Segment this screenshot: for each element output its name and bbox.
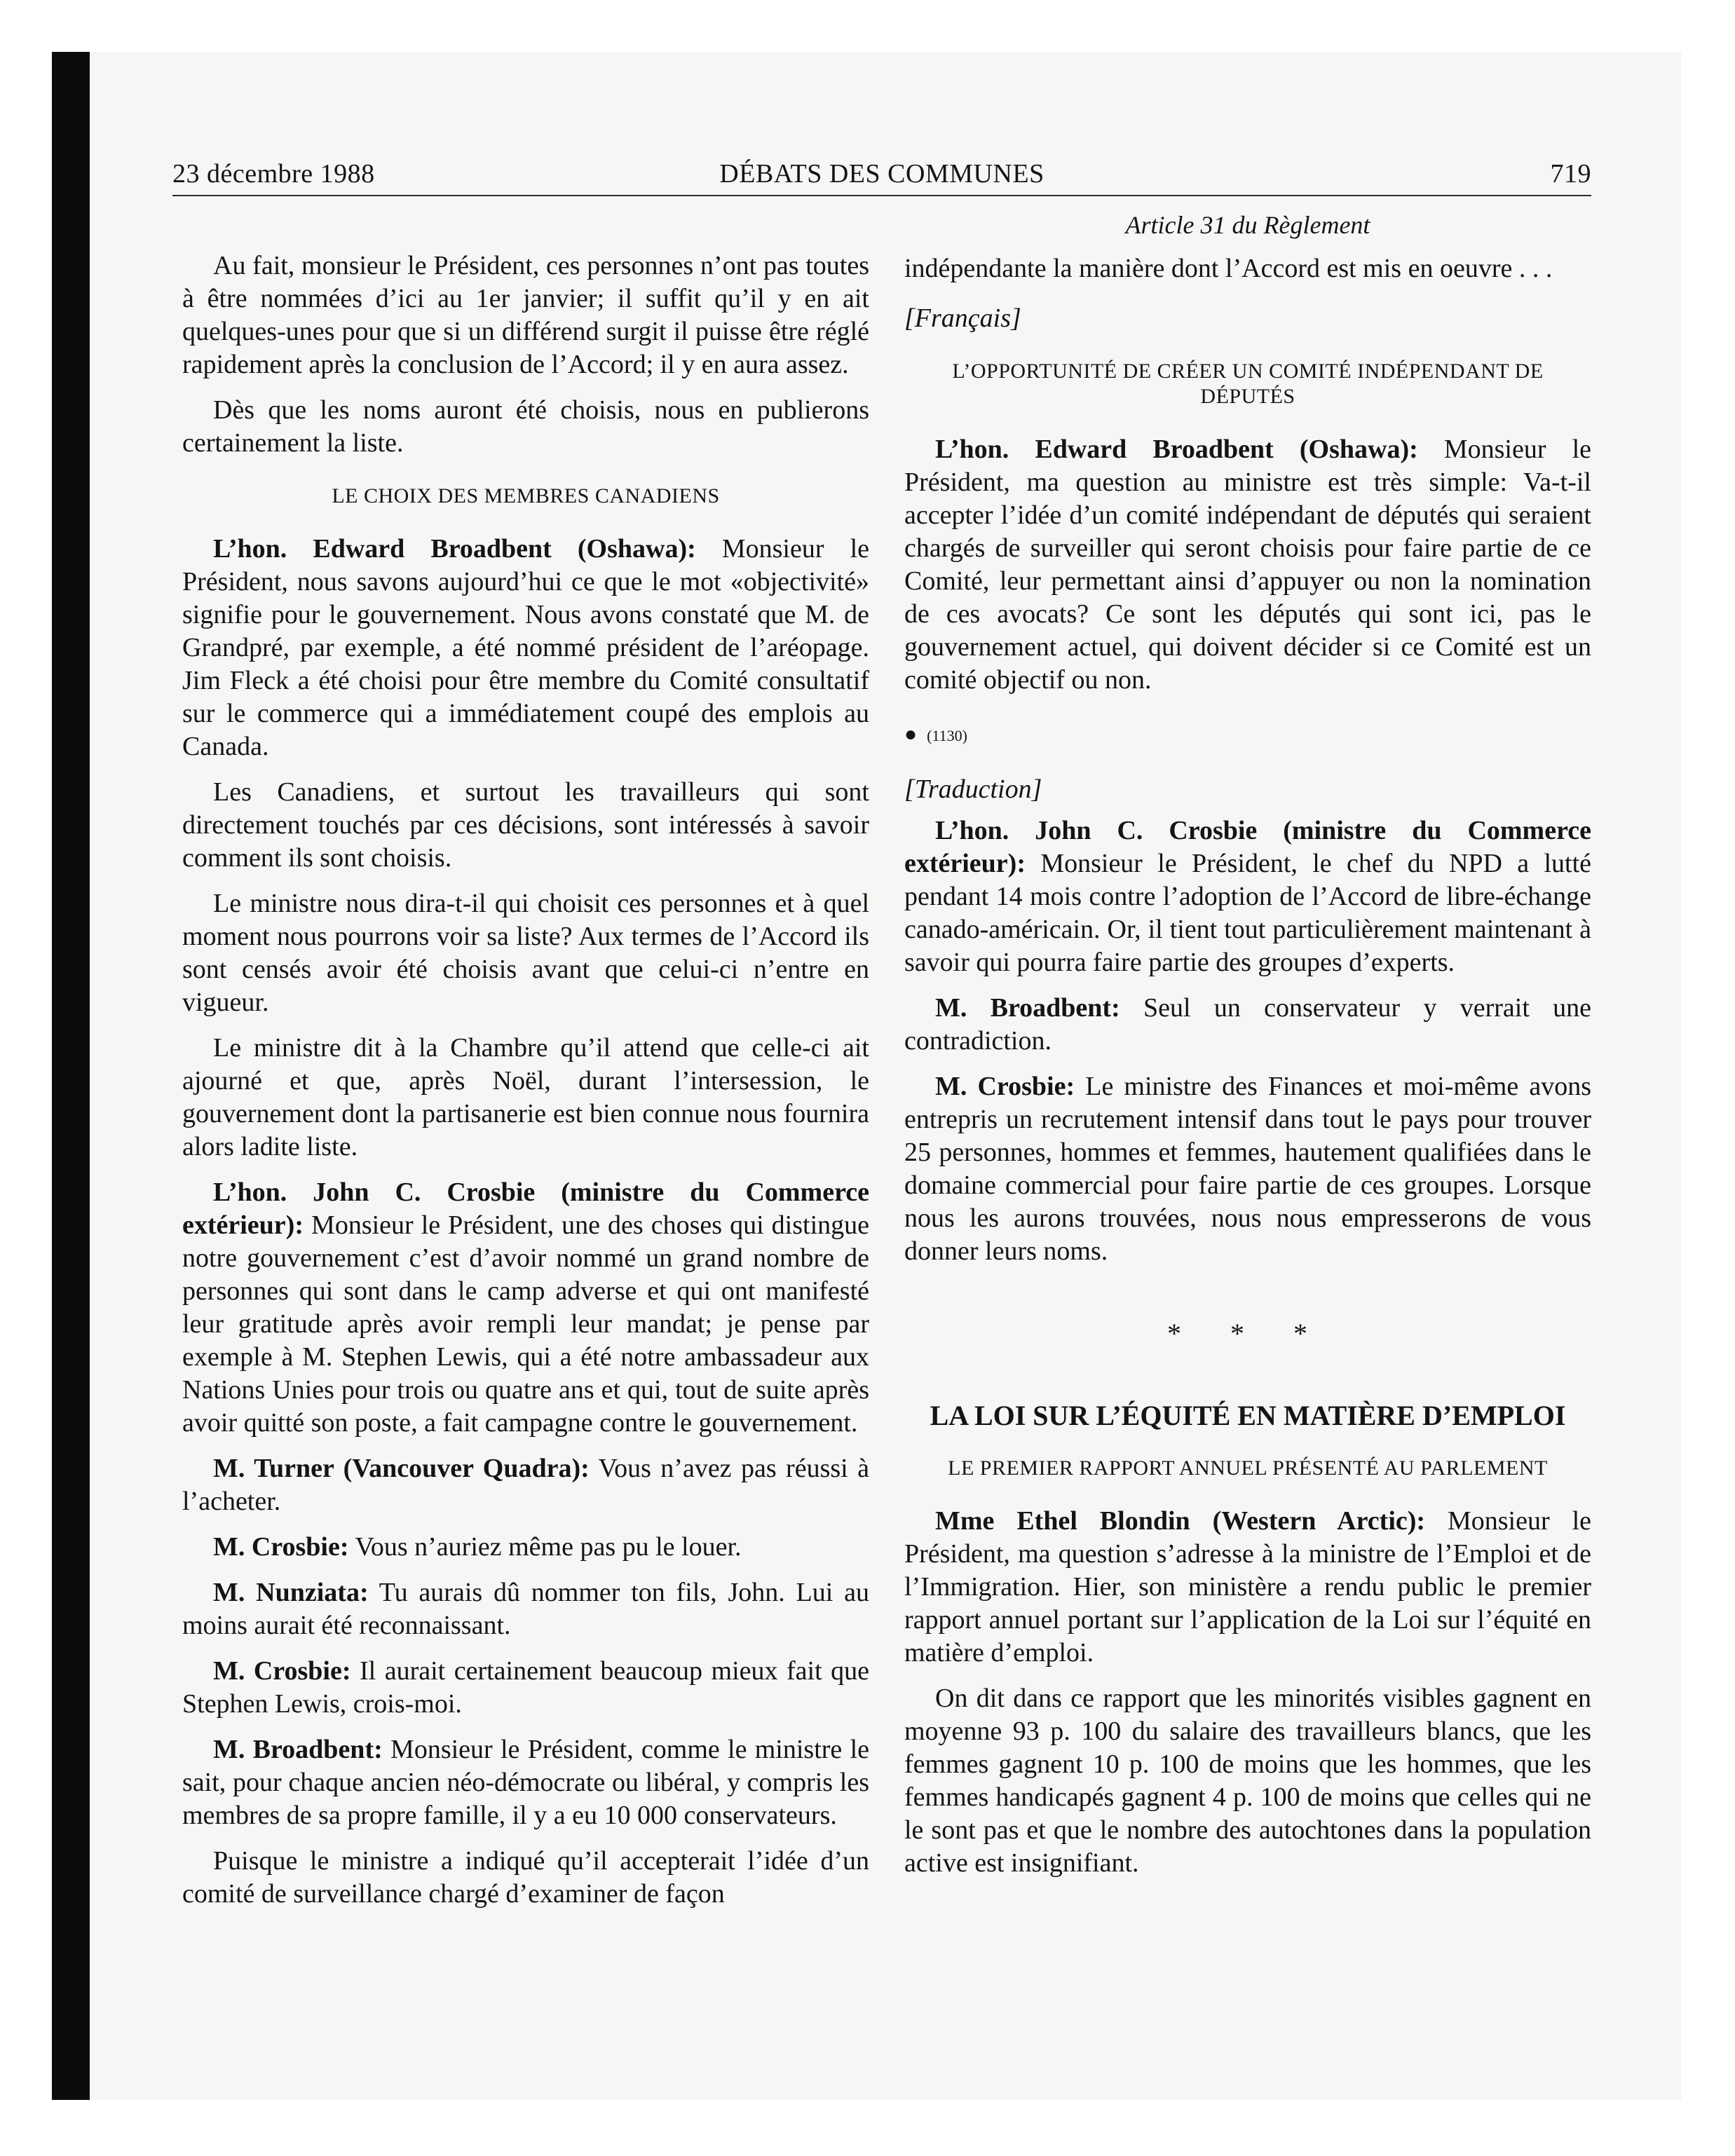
speech-text: Monsieur le Président, ma question s’adresse à la ministre de l’Emploi et de l’Immigration. Hier, son ministère a rendu public le premier rapport annuel portant sur l’application de la Loi sur l’équité en matière d’emploi. xyxy=(904,1506,1591,1667)
speaker-name: L’hon. John C. Crosbie (ministre du Commerce extérieur): xyxy=(182,1178,869,1240)
speech-text: Seul un conservateur y verrait une contradiction. xyxy=(904,993,1592,1056)
time-marker xyxy=(904,718,1591,752)
speech xyxy=(904,1070,1591,1268)
right-column xyxy=(904,252,1591,1892)
scan-margin xyxy=(0,0,52,2156)
speech-text: Monsieur le Président, ma question au ministre est très simple: Va-t-il accepter l’idée d’un comité indépendant de députés qui seraient chargés de surveiller qui seront choisis pour faire partie de ce Comité, leur permettant ainsi d’appuyer ou non la nomination de ces avocats? Ce sont les députés qui sont ici, pas le gouvernement actuel, qui doivent décider si ce Comité est un comité objectif ou non. xyxy=(904,435,1591,695)
speech-text: Tu aurais dû nommer ton fils, John. Lui au moins aurait été reconnaissant. xyxy=(182,1578,869,1640)
running-header xyxy=(172,156,1591,196)
header-date: 23 décembre 1988 xyxy=(172,159,375,189)
speech xyxy=(182,1733,869,1832)
speaker-name: M. Broadbent: xyxy=(213,1735,383,1764)
speech-text: Vous n’avez pas réussi à l’acheter. xyxy=(182,1454,869,1516)
speaker-name: M. Turner (Vancouver Quadra): xyxy=(213,1454,590,1483)
speaker-name: M. Nunziata: xyxy=(213,1578,369,1607)
section-separator: * * * xyxy=(1167,1318,1328,1349)
speaker-name: M. Crosbie: xyxy=(213,1656,351,1686)
speech xyxy=(182,1576,869,1642)
speech-text: Monsieur le Président, une des choses qui distingue notre gouvernement c’est d’avoir nommé un grand nombre de personnes qui sont dans le camp adverse et qui ont manifesté leur gratitude après avoir rempli leur mandat; je pense par exemple à M. Stephen Lewis, qui a été notre ambassadeur aux Nations Unies pour trois ou quatre ans et qui, tout de suite après avoir quitté son poste, a fait campagne contre le gouvernement. xyxy=(182,1210,869,1438)
header-page-number: 719 xyxy=(1550,159,1591,189)
paragraph: Le ministre dit à la Chambre qu’il attend que celle-ci ait ajourné et que, après Noël, durant l’intersession, le gouvernement dont la partisanerie est bien connue nous fournira alors ladite liste. xyxy=(182,1033,869,1161)
header-title: DÉBATS DES COMMUNES xyxy=(719,159,1045,189)
paragraph: Les Canadiens, et surtout les travailleurs qui sont directement touchés par ces décisions, sont intéressés à savoir comment ils sont choisis. xyxy=(182,777,869,873)
speaker-name: L’hon. Edward Broadbent (Oshawa): xyxy=(213,534,696,564)
left-column xyxy=(182,250,869,1923)
speech xyxy=(182,1176,869,1440)
paragraph: indépendante la manière dont l’Accord est mis en oeuvre . . . xyxy=(904,254,1553,283)
speech-text: Monsieur le Président, le chef du NPD a lutté pendant 14 mois contre l’adoption de l’Accord de libre-échange canado-américain. Or, il tient tout particulièrement maintenant à savoir qui pourra faire partie des groupes d’experts. xyxy=(904,849,1591,977)
subheading: LE CHOIX DES MEMBRES CANADIENS xyxy=(332,484,720,507)
speaker-name: M. Broadbent: xyxy=(935,993,1120,1023)
speech xyxy=(904,814,1591,979)
language-marker: [Traduction] xyxy=(904,775,1042,804)
speech xyxy=(182,1655,869,1721)
speech-text: Monsieur le Président, nous savons aujourd’hui ce que le mot «objectivité» signifie pour le gouvernement. Nous avons constaté que M. de Grandpré, par exemple, a été nommé président de l’aréopage. Jim Fleck a été choisi pour être membre du Comité consultatif sur le commerce qui a immédiatement coupé des emplois au Canada. xyxy=(182,534,869,761)
speaker-name: L’hon. Edward Broadbent (Oshawa): xyxy=(935,435,1418,464)
paragraph: Le ministre nous dira-t-il qui choisit ces personnes et à quel moment nous pourrons voir sa liste? Aux termes de l’Accord ils sont censés avoir été choisis avant que celui-ci n’entre en vigueur. xyxy=(182,889,869,1017)
speech xyxy=(904,992,1591,1058)
time-marker-text: (1130) xyxy=(927,727,967,744)
speaker-name: M. Crosbie: xyxy=(935,1072,1075,1101)
subheading: LE PREMIER RAPPORT ANNUEL PRÉSENTÉ AU PARLEMENT xyxy=(948,1456,1548,1480)
paragraph: Dès que les noms auront été choisis, nous en publierons certainement la liste. xyxy=(182,395,869,458)
speaker-name: Mme Ethel Blondin (Western Arctic): xyxy=(935,1506,1426,1536)
speech xyxy=(182,533,869,763)
section-title: LA LOI SUR L’ÉQUITÉ EN MATIÈRE D’EMPLOI xyxy=(930,1400,1566,1431)
paragraph: Puisque le ministre a indiqué qu’il accepterait l’idée d’un comité de surveillance chargé d’examiner de façon xyxy=(182,1846,869,1909)
speech-text: Monsieur le Président, comme le ministre le sait, pour chaque ancien néo-démocrate ou libéral, y compris les membres de sa propre famille, il y a eu 10 000 conservateurs. xyxy=(182,1735,869,1830)
speech-text: Vous n’auriez même pas pu le louer. xyxy=(348,1532,742,1562)
speech xyxy=(182,1531,869,1564)
speech xyxy=(904,1505,1591,1670)
speech xyxy=(904,433,1591,697)
rubric: Article 31 du Règlement xyxy=(1125,211,1370,239)
speaker-name: M. Crosbie: xyxy=(213,1532,349,1562)
scan-binding-shadow xyxy=(52,52,90,2100)
speech-text: Il aurait certainement beaucoup mieux fait que Stephen Lewis, crois-moi. xyxy=(182,1656,869,1719)
paragraph: Au fait, monsieur le Président, ces personnes n’ont pas toutes à être nommées d’ici au 1er janvier; il suffit qu’il y en ait quelques-unes pour que si un différend surgit il puisse être réglé rapidement après la conclusion de l’Accord; il y en aura assez. xyxy=(182,251,869,379)
bullet-icon: ● xyxy=(904,723,918,746)
speech xyxy=(182,1452,869,1518)
speech-text: Le ministre des Finances et moi-même avons entrepris un recrutement intensif dans tout le pays pour trouver 25 personnes, hommes et femmes, hautement qualifiées dans le domaine commercial pour faire partie de ces groupes. Lorsque nous les aurons trouvées, nous nous empresserons de vous donner leurs noms. xyxy=(904,1072,1591,1266)
language-marker: [Français] xyxy=(904,303,1021,333)
paragraph: On dit dans ce rapport que les minorités visibles gagnent en moyenne 93 p. 100 du salaire des travailleurs blancs, que les femmes gagnent 10 p. 100 de moins que les hommes, que les femmes handicapés gagnent 4 p. 100 de moins que celles qui ne le sont pas et que le nombre des autochtones dans la population active est insignifiant. xyxy=(904,1684,1591,1878)
subheading: L’OPPORTUNITÉ DE CRÉER UN COMITÉ INDÉPENDANT DE DÉPUTÉS xyxy=(952,360,1544,408)
speaker-name: L’hon. John C. Crosbie (ministre du Commerce extérieur): xyxy=(904,816,1591,878)
